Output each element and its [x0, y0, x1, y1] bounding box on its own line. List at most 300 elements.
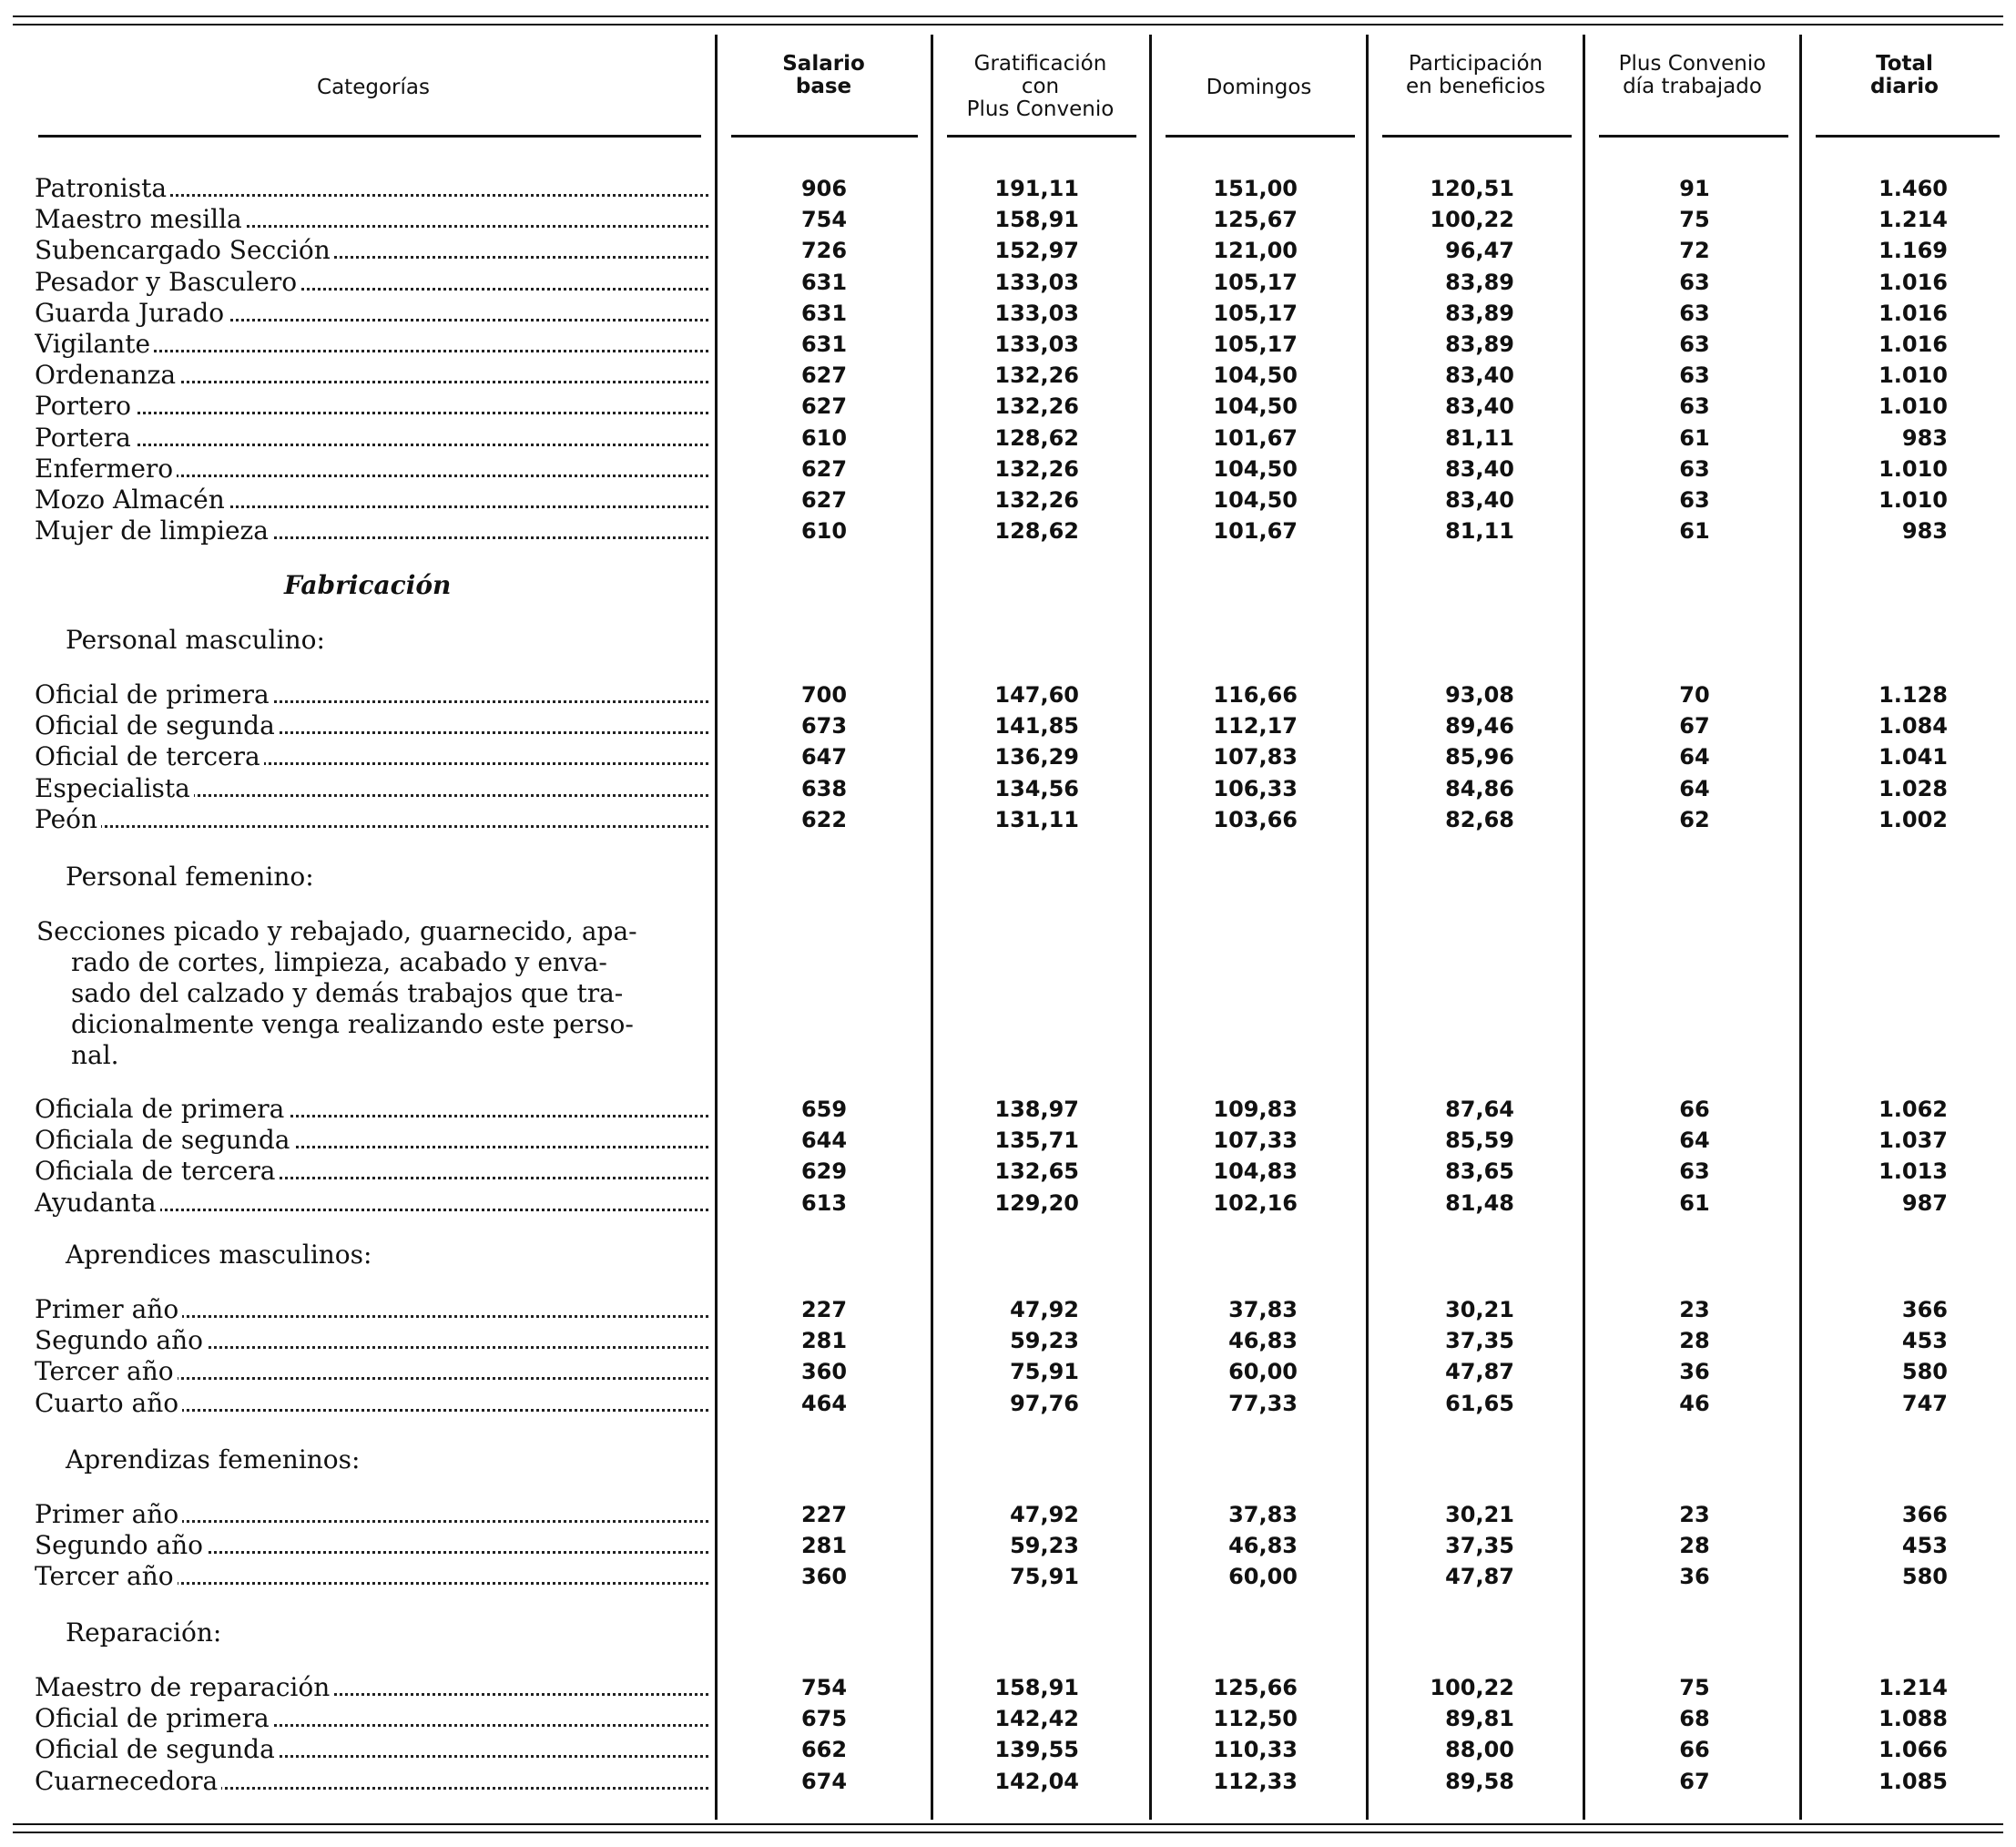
table-cell: 47,92	[1010, 1502, 1079, 1527]
table-row	[0, 173, 2016, 204]
table-cell: 647	[800, 744, 848, 770]
table-cell: 133,03	[994, 300, 1079, 326]
table-cell: 84,86	[1445, 775, 1514, 801]
table-cell: 47,87	[1445, 1564, 1514, 1590]
table-cell: 97,76	[1010, 1390, 1079, 1416]
table-cell: 61,65	[1445, 1390, 1514, 1416]
table-cell: 112,33	[1213, 1768, 1298, 1794]
header-total-diario-line: diario	[1870, 75, 1939, 98]
header-gratificacion-line: Plus Convenio	[966, 97, 1115, 121]
table-cell: 59,23	[1010, 1328, 1079, 1354]
section-aprendices-masculinos-title: Aprendices masculinos:	[66, 1240, 372, 1270]
table-cell: 360	[800, 1359, 848, 1385]
note-line: sado del calzado y demás trabajos que tra-	[71, 978, 624, 1008]
table-cell: 102,16	[1213, 1189, 1298, 1216]
section-aprendizas-femeninos-title: Aprendizas femeninos:	[66, 1444, 361, 1475]
row-label	[35, 1294, 708, 1325]
header-domingos-text: Domingos	[1206, 76, 1312, 99]
table-cell: 138,97	[994, 1097, 1079, 1122]
header-participacion-line: Participación	[1408, 52, 1543, 76]
table-row	[0, 1499, 2016, 1530]
section-personal-masculino-title: Personal masculino:	[66, 625, 325, 655]
header-gratificacion	[938, 53, 1143, 121]
table-cell: 23	[1679, 1297, 1710, 1322]
table-cell: 83,40	[1445, 487, 1514, 513]
table-cell: 631	[800, 269, 848, 295]
table-cell: 158,91	[994, 1675, 1079, 1700]
table-cell: 67	[1679, 1768, 1710, 1794]
table-cell: 104,83	[1213, 1158, 1298, 1185]
table-cell: 613	[800, 1189, 848, 1216]
row-label-text: Maestro mesilla	[35, 204, 246, 234]
row-label	[35, 773, 708, 804]
row-label-text: Ayudanta	[35, 1188, 160, 1218]
row-label	[35, 515, 708, 546]
table-cell: 68	[1679, 1706, 1710, 1732]
header-plus-convenio-line: Plus Convenio	[1618, 52, 1767, 76]
row-label-text: Peón	[35, 804, 101, 834]
table-row	[0, 360, 2016, 391]
table-cell: 105,17	[1213, 300, 1298, 326]
table-cell: 1.084	[1879, 713, 1948, 740]
table-cell: 1.016	[1879, 269, 1948, 295]
table-cell: 103,66	[1213, 806, 1298, 832]
header-underline	[731, 135, 918, 138]
note-line: nal.	[71, 1040, 119, 1070]
table-cell: 360	[800, 1564, 848, 1590]
table-cell: 142,04	[994, 1768, 1079, 1794]
table-cell: 1.028	[1879, 775, 1948, 801]
table-row	[0, 741, 2016, 772]
personal-femenino-note	[36, 916, 710, 1071]
table-cell: 754	[800, 1675, 848, 1700]
table-cell: 227	[800, 1297, 848, 1322]
table-cell: 23	[1679, 1502, 1710, 1527]
table-cell: 142,42	[994, 1706, 1079, 1732]
table-cell: 1.066	[1879, 1737, 1948, 1763]
table-cell: 1.010	[1879, 393, 1948, 420]
row-label-text: Oficiala de tercera	[35, 1156, 279, 1186]
table-cell: 366	[1901, 1502, 1948, 1527]
table-cell: 59,23	[1010, 1533, 1079, 1559]
table-cell: 110,33	[1213, 1737, 1298, 1763]
table-cell: 227	[800, 1502, 848, 1527]
row-label	[35, 1325, 708, 1356]
table-cell: 61	[1679, 424, 1710, 451]
table-cell: 66	[1679, 1737, 1710, 1763]
table-cell: 91	[1679, 176, 1710, 201]
table-cell: 132,26	[994, 455, 1079, 482]
note-line: Secciones picado y rebajado, guarnecido, apa-	[36, 916, 637, 946]
row-label	[35, 391, 708, 422]
row-label-text: Primer año	[35, 1499, 182, 1529]
table-cell: 104,50	[1213, 487, 1298, 513]
table-cell: 75	[1679, 1675, 1710, 1700]
table-cell: 129,20	[994, 1189, 1079, 1216]
table-row	[0, 485, 2016, 515]
row-label-text: Oficiala de primera	[35, 1094, 288, 1124]
table-cell: 1.010	[1879, 362, 1948, 389]
table-cell: 1.088	[1879, 1706, 1948, 1732]
header-participacion-line: en beneficios	[1405, 75, 1546, 98]
table-cell: 464	[800, 1390, 848, 1416]
header-plus-convenio-line: día trabajado	[1623, 75, 1762, 98]
header-underline	[38, 135, 701, 138]
table-cell: 107,33	[1213, 1128, 1298, 1154]
table-cell: 1.128	[1879, 682, 1948, 708]
table-cell: 675	[800, 1706, 848, 1732]
table-row	[0, 1734, 2016, 1765]
header-underline	[1166, 135, 1355, 138]
table-cell: 610	[800, 424, 848, 451]
bottom-rule-2	[13, 1832, 2003, 1833]
table-cell: 61	[1679, 518, 1710, 545]
row-label-text: Oficial de segunda	[35, 710, 279, 740]
row-label-text: Tercer año	[35, 1356, 178, 1386]
table-cell: 46,83	[1228, 1328, 1298, 1354]
table-cell: 131,11	[994, 806, 1079, 832]
table-cell: 36	[1679, 1359, 1710, 1385]
top-rule	[13, 15, 2003, 17]
table-cell: 28	[1679, 1533, 1710, 1559]
header-underline	[947, 135, 1136, 138]
table-cell: 1.013	[1879, 1158, 1948, 1185]
table-cell: 83,40	[1445, 393, 1514, 420]
table-cell: 77,33	[1228, 1390, 1298, 1416]
table-row	[0, 773, 2016, 804]
row-label	[35, 1530, 708, 1561]
table-row	[0, 710, 2016, 741]
table-cell: 644	[800, 1128, 848, 1154]
table-row	[0, 1703, 2016, 1734]
table-cell: 63	[1679, 487, 1710, 513]
note-line: rado de cortes, limpieza, acabado y enva-	[71, 947, 607, 977]
row-label-text: Oficial de primera	[35, 679, 273, 709]
row-label	[35, 485, 708, 515]
row-label-text: Ordenanza	[35, 360, 179, 390]
table-cell: 64	[1679, 744, 1710, 770]
table-row	[0, 204, 2016, 235]
table-row	[0, 1388, 2016, 1419]
table-row	[0, 1094, 2016, 1125]
table-cell: 96,47	[1445, 238, 1514, 264]
table-row	[0, 235, 2016, 266]
table-cell: 72	[1679, 238, 1710, 264]
table-cell: 104,50	[1213, 393, 1298, 420]
row-label-text: Guarda Jurado	[35, 298, 228, 328]
row-label	[35, 267, 708, 298]
row-label	[35, 1766, 708, 1797]
table-cell: 75,91	[1010, 1564, 1079, 1590]
table-cell: 104,50	[1213, 455, 1298, 482]
table-cell: 453	[1901, 1328, 1948, 1354]
top-rule-2	[13, 24, 2003, 26]
table-cell: 133,03	[994, 332, 1079, 357]
table-cell: 81,48	[1445, 1189, 1514, 1216]
row-label-text: Maestro de reparación	[35, 1672, 333, 1702]
table-cell: 89,46	[1445, 713, 1514, 740]
table-cell: 30,21	[1445, 1502, 1514, 1527]
table-cell: 107,83	[1213, 744, 1298, 770]
table-cell: 63	[1679, 1158, 1710, 1185]
row-label-text: Vigilante	[35, 329, 154, 359]
table-cell: 1.010	[1879, 487, 1948, 513]
table-cell: 1.016	[1879, 332, 1948, 357]
table-cell: 63	[1679, 332, 1710, 357]
row-label	[35, 360, 708, 391]
table-cell: 674	[800, 1768, 848, 1794]
table-cell: 631	[800, 332, 848, 357]
row-label	[35, 1388, 708, 1419]
row-label	[35, 423, 708, 454]
row-label-text: Cuarto año	[35, 1388, 182, 1418]
table-cell: 906	[800, 176, 848, 201]
table-cell: 60,00	[1228, 1564, 1298, 1590]
row-label-text: Especialista	[35, 773, 194, 803]
row-label	[35, 173, 708, 204]
row-label	[35, 329, 708, 360]
row-label-text: Enfermero	[35, 454, 177, 484]
table-cell: 120,51	[1430, 176, 1514, 201]
table-cell: 83,89	[1445, 300, 1514, 326]
table-cell: 580	[1901, 1359, 1948, 1385]
dot-leader	[35, 412, 708, 414]
table-row	[0, 804, 2016, 835]
row-label	[35, 710, 708, 741]
row-label-text: Patronista	[35, 173, 170, 203]
table-cell: 366	[1901, 1297, 1948, 1322]
header-underline	[1599, 135, 1788, 138]
table-cell: 754	[800, 207, 848, 233]
table-cell: 63	[1679, 300, 1710, 326]
table-cell: 30,21	[1445, 1297, 1514, 1322]
table-cell: 63	[1679, 269, 1710, 295]
table-row	[0, 267, 2016, 298]
table-cell: 1.062	[1879, 1097, 1948, 1122]
table-cell: 82,68	[1445, 806, 1514, 832]
header-categorias	[36, 77, 710, 99]
row-label-text: Cuarnecedora	[35, 1766, 221, 1796]
table-cell: 101,67	[1213, 518, 1298, 545]
table-cell: 132,26	[994, 487, 1079, 513]
table-cell: 63	[1679, 362, 1710, 389]
row-label-text: Segundo año	[35, 1530, 207, 1560]
row-label	[35, 1672, 708, 1703]
table-cell: 627	[800, 455, 848, 482]
table-cell: 281	[800, 1533, 848, 1559]
header-gratificacion-line: con	[1021, 75, 1060, 98]
header-total-diario-line: Total	[1876, 52, 1933, 76]
table-cell: 191,11	[994, 176, 1079, 201]
dot-leader	[35, 825, 708, 828]
header-salario-base-line: Salario	[782, 52, 865, 76]
table-cell: 66	[1679, 1097, 1710, 1122]
table-cell: 673	[800, 713, 848, 740]
table-cell: 158,91	[994, 207, 1079, 233]
header-salario-base	[726, 53, 921, 98]
table-cell: 101,67	[1213, 424, 1298, 451]
row-label-text: Primer año	[35, 1294, 182, 1324]
table-cell: 1.002	[1879, 806, 1948, 832]
table-row	[0, 1356, 2016, 1387]
row-label	[35, 1094, 708, 1125]
table-cell: 83,89	[1445, 269, 1514, 295]
row-label-text: Segundo año	[35, 1325, 207, 1355]
table-cell: 1.037	[1879, 1128, 1948, 1154]
row-label	[35, 454, 708, 485]
row-label	[35, 204, 708, 235]
table-cell: 63	[1679, 455, 1710, 482]
table-cell: 152,97	[994, 238, 1079, 264]
row-label-text: Oficial de primera	[35, 1703, 273, 1733]
table-cell: 659	[800, 1097, 848, 1122]
table-cell: 141,85	[994, 713, 1079, 740]
table-cell: 580	[1901, 1564, 1948, 1590]
table-cell: 61	[1679, 1189, 1710, 1216]
dot-leader	[35, 444, 708, 446]
table-row	[0, 1325, 2016, 1356]
row-label-text: Mozo Almacén	[35, 485, 229, 515]
table-cell: 89,58	[1445, 1768, 1514, 1794]
row-label	[35, 1734, 708, 1765]
table-cell: 93,08	[1445, 682, 1514, 708]
row-label-text: Pesador y Basculero	[35, 267, 300, 297]
table-cell: 85,96	[1445, 744, 1514, 770]
table-row	[0, 391, 2016, 422]
table-cell: 453	[1901, 1533, 1948, 1559]
row-label-text: Mujer de limpieza	[35, 515, 272, 546]
table-cell: 62	[1679, 806, 1710, 832]
table-cell: 147,60	[994, 682, 1079, 708]
table-cell: 629	[800, 1158, 848, 1185]
table-row	[0, 1156, 2016, 1187]
table-cell: 132,26	[994, 362, 1079, 389]
table-cell: 37,83	[1228, 1297, 1298, 1322]
table-cell: 67	[1679, 713, 1710, 740]
row-label	[35, 1125, 708, 1156]
table-cell: 983	[1901, 518, 1948, 545]
table-row	[0, 679, 2016, 710]
row-label	[35, 1499, 708, 1530]
table-row	[0, 1561, 2016, 1592]
table-cell: 75	[1679, 207, 1710, 233]
table-cell: 112,17	[1213, 713, 1298, 740]
table-cell: 37,35	[1445, 1533, 1514, 1559]
row-label	[35, 804, 708, 835]
table-cell: 135,71	[994, 1128, 1079, 1154]
table-row	[0, 423, 2016, 454]
row-label-text: Oficial de tercera	[35, 741, 264, 771]
table-cell: 36	[1679, 1564, 1710, 1590]
table-cell: 63	[1679, 393, 1710, 420]
table-cell: 631	[800, 300, 848, 326]
table-cell: 100,22	[1430, 207, 1514, 233]
table-cell: 281	[800, 1328, 848, 1354]
table-cell: 121,00	[1213, 238, 1298, 264]
row-label	[35, 1356, 708, 1387]
table-cell: 104,50	[1213, 362, 1298, 389]
table-row	[0, 454, 2016, 485]
table-cell: 105,17	[1213, 269, 1298, 295]
table-cell: 139,55	[994, 1737, 1079, 1763]
table-cell: 106,33	[1213, 775, 1298, 801]
table-cell: 88,00	[1445, 1737, 1514, 1763]
section-personal-femenino-title: Personal femenino:	[66, 862, 314, 892]
row-label-text: Tercer año	[35, 1561, 178, 1591]
row-label-text: Oficial de segunda	[35, 1734, 279, 1764]
table-row	[0, 1188, 2016, 1219]
table-row	[0, 1672, 2016, 1703]
table-cell: 116,66	[1213, 682, 1298, 708]
table-cell: 37,83	[1228, 1502, 1298, 1527]
header-plus-convenio	[1590, 53, 1795, 98]
table-cell: 64	[1679, 1128, 1710, 1154]
table-cell: 37,35	[1445, 1328, 1514, 1354]
table-cell: 47,92	[1010, 1297, 1079, 1322]
header-gratificacion-line: Gratificación	[973, 52, 1107, 76]
table-cell: 1.041	[1879, 744, 1948, 770]
table-cell: 60,00	[1228, 1359, 1298, 1385]
table-cell: 1.169	[1879, 238, 1948, 264]
table-cell: 627	[800, 362, 848, 389]
table-row	[0, 329, 2016, 360]
row-label-text: Portera	[35, 423, 135, 453]
table-cell: 610	[800, 518, 848, 545]
row-label	[35, 298, 708, 329]
table-cell: 100,22	[1430, 1675, 1514, 1700]
table-cell: 109,83	[1213, 1097, 1298, 1122]
header-underline	[1816, 135, 2000, 138]
table-cell: 112,50	[1213, 1706, 1298, 1732]
table-cell: 627	[800, 487, 848, 513]
table-cell: 627	[800, 393, 848, 420]
bottom-rule	[13, 1823, 2003, 1825]
table-cell: 747	[1901, 1390, 1948, 1416]
row-label	[35, 1703, 708, 1734]
table-cell: 987	[1901, 1189, 1948, 1216]
table-cell: 700	[800, 682, 848, 708]
header-salario-base-line: base	[795, 75, 852, 98]
header-underline	[1382, 135, 1572, 138]
table-cell: 125,67	[1213, 207, 1298, 233]
table-cell: 726	[800, 238, 848, 264]
table-cell: 1.085	[1879, 1768, 1948, 1794]
table-cell: 47,87	[1445, 1359, 1514, 1385]
section-reparacion-title: Reparación:	[66, 1617, 222, 1648]
table-row	[0, 1294, 2016, 1325]
table-cell: 151,00	[1213, 176, 1298, 201]
table-cell: 28	[1679, 1328, 1710, 1354]
table-cell: 125,66	[1213, 1675, 1298, 1700]
table-cell: 128,62	[994, 424, 1079, 451]
section-fabricacion-title: Fabricación	[284, 570, 452, 600]
header-total-diario	[1807, 53, 2002, 98]
table-cell: 64	[1679, 775, 1710, 801]
header-categorias-text: Categorías	[317, 76, 430, 99]
header-participacion	[1373, 53, 1578, 98]
table-cell: 128,62	[994, 518, 1079, 545]
table-cell: 75,91	[1010, 1359, 1079, 1385]
row-label	[35, 1188, 708, 1219]
table-cell: 83,89	[1445, 332, 1514, 357]
table-cell: 983	[1901, 424, 1948, 451]
table-row	[0, 515, 2016, 546]
row-label-text: Oficiala de segunda	[35, 1125, 293, 1155]
table-cell: 89,81	[1445, 1706, 1514, 1732]
row-label	[35, 1561, 708, 1592]
table-cell: 70	[1679, 682, 1710, 708]
table-cell: 105,17	[1213, 332, 1298, 357]
